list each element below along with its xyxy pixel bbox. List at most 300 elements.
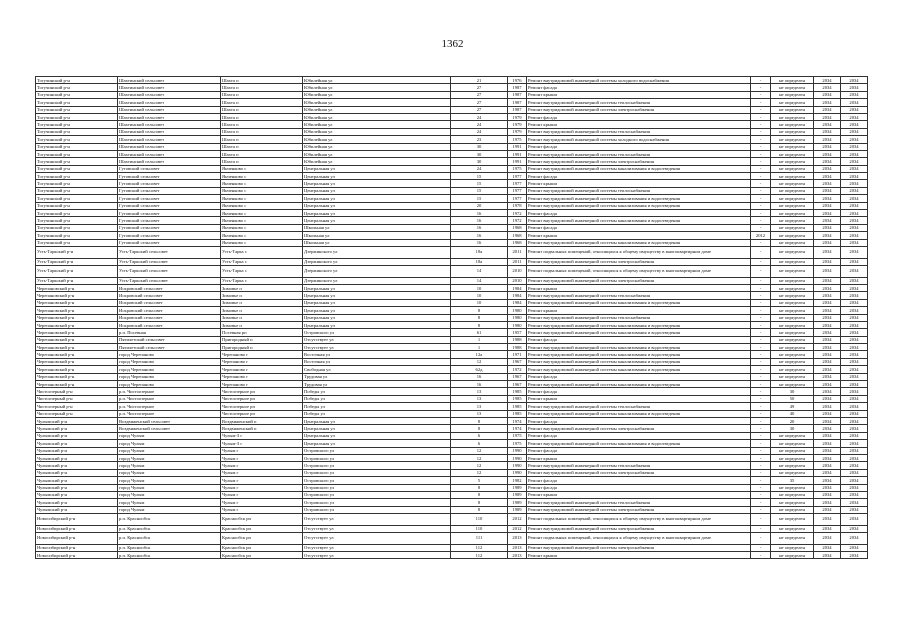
last-repair-year-cell: - [751,128,771,135]
settlement-cell: Посевная рп [221,329,303,336]
table-row [36,158,868,165]
cost-cell: не определен [771,299,814,306]
work-type-cell: Ремонт внутридомовой инженерной системы теплоснабжения [527,499,751,506]
house-number-cell: 30 [451,158,508,165]
district-cell: Чулымский р-н [36,469,118,476]
settlement-cell: Шахта п [221,106,303,113]
work-type-cell: Ремонт внутридомовой инженерной системы канализования и водоотведения [527,299,751,306]
last-repair-year-cell: - [751,180,771,187]
plan-start-year-cell: 2034 [814,232,841,239]
plan-end-year-cell: 2034 [841,180,868,187]
house-number-cell: 12 [451,447,508,454]
work-type-cell: Ремонт внутридомовой инженерной системы электроснабжения [527,506,751,513]
municipality-cell: Шахтинский сельсовет [118,113,221,120]
work-type-cell: Ремонт фасада [527,210,751,217]
district-cell: Чулымский р-н [36,432,118,439]
street-cell: Островского ул [303,329,451,336]
street-cell: Юбилейная ул [303,158,451,165]
last-repair-year-cell: - [751,544,771,551]
table-row [36,232,868,239]
last-repair-year-cell: - [751,224,771,231]
build-year-cell: 1972 [508,217,527,224]
table-row [36,84,868,91]
build-year-cell: 1980 [508,307,527,314]
last-repair-year-cell: - [751,381,771,388]
table-row [36,351,868,358]
house-number-cell: 8 [451,321,508,328]
work-type-cell: Ремонт внутридомовой инженерной системы электроснабжения [527,258,751,265]
plan-start-year-cell: 2034 [814,432,841,439]
cost-cell: не определен [771,84,814,91]
cost-cell: не определен [771,381,814,388]
plan-start-year-cell: 2034 [814,143,841,150]
cost-cell: не определен [771,277,814,284]
settlement-cell: Усть-Тарка с [221,246,303,258]
build-year-cell: 2013 [508,544,527,551]
street-cell: Юбилейная ул [303,128,451,135]
work-type-cell: Ремонт внутридомовой инженерной системы электроснабжения [527,158,751,165]
build-year-cell: 1967 [508,381,527,388]
build-year-cell: 1976 [508,77,527,84]
last-repair-year-cell: - [751,366,771,373]
plan-start-year-cell: 2034 [814,525,841,532]
district-cell: Усть-Таркский р-н [36,246,118,258]
cost-cell: не определен [771,128,814,135]
street-cell: Юбилейная ул [303,99,451,106]
plan-end-year-cell: 2034 [841,128,868,135]
settlement-cell: Черепаново г [221,358,303,365]
street-cell: Отсутствует ул [303,552,451,559]
street-cell: Центральная ул [303,165,451,172]
district-cell: Тогучинский р-н [36,143,118,150]
settlement-cell: Шахта п [221,84,303,91]
plan-end-year-cell: 2034 [841,258,868,265]
municipality-cell: Шахтинский сельсовет [118,136,221,143]
last-repair-year-cell: - [751,143,771,150]
plan-end-year-cell: 2034 [841,469,868,476]
district-cell: Тогучинский р-н [36,224,118,231]
last-repair-year-cell: - [751,344,771,351]
build-year-cell: 1989 [508,506,527,513]
district-cell: Чулымский р-н [36,447,118,454]
build-year-cell: 1972 [508,210,527,217]
street-cell: Центральная ул [303,417,451,424]
settlement-cell: Пригородный п [221,344,303,351]
plan-start-year-cell: 2034 [814,462,841,469]
municipality-cell: р.п. Чистоозерное [118,388,221,395]
plan-start-year-cell: 2034 [814,410,841,417]
work-type-cell: Ремонт фасада [527,447,751,454]
table-row [36,143,868,150]
plan-end-year-cell: 2034 [841,499,868,506]
last-repair-year-cell: - [751,469,771,476]
settlement-cell: Шахта п [221,150,303,157]
work-type-cell: Ремонт внутридомовой инженерной системы теплоснабжения [527,403,751,410]
settlement-cell: Зимовье п [221,307,303,314]
street-cell: Победы ул [303,395,451,402]
plan-start-year-cell: 2034 [814,265,841,277]
table-row [36,99,868,106]
cost-cell: не определен [771,173,814,180]
table-row [36,329,868,336]
street-cell: Юбилейная ул [303,77,451,84]
table-row [36,246,868,258]
settlement-cell: Янченково с [221,187,303,194]
settlement-cell: Воздвиженский п [221,425,303,432]
last-repair-year-cell: - [751,321,771,328]
plan-start-year-cell: 2034 [814,307,841,314]
district-cell: Тогучинский р-н [36,165,118,172]
house-number-cell: 21 [451,77,508,84]
district-cell: Тогучинский р-н [36,180,118,187]
work-type-cell: Ремонт внутридомовой инженерной системы канализования и водоотведения [527,366,751,373]
table-row [36,258,868,265]
build-year-cell: 1971 [508,351,527,358]
build-year-cell: 1968 [508,239,527,246]
cost-cell: не определен [771,292,814,299]
settlement-cell: Янченково с [221,239,303,246]
work-type-cell: Ремонт фасада [527,224,751,231]
last-repair-year-cell: - [751,440,771,447]
build-year-cell: 1989 [508,499,527,506]
plan-start-year-cell: 2034 [814,506,841,513]
plan-start-year-cell: 2034 [814,99,841,106]
district-cell: Чулымский р-н [36,425,118,432]
build-year-cell: 2010 [508,277,527,284]
table-row [36,440,868,447]
last-repair-year-cell: - [751,506,771,513]
table-row [36,314,868,321]
settlement-cell: Шахта п [221,91,303,98]
district-cell: Черепановский р-н [36,284,118,291]
house-number-cell: 110 [451,514,508,526]
table-row [36,395,868,402]
street-cell: Центральная ул [303,180,451,187]
municipality-cell: Шахтинский сельсовет [118,121,221,128]
plan-end-year-cell: 2034 [841,136,868,143]
work-type-cell: Ремонт фасада [527,173,751,180]
house-number-cell: 13 [451,395,508,402]
settlement-cell: Шахта п [221,121,303,128]
cost-cell: 50 [771,395,814,402]
work-type-cell: Ремонт подвальных помещений, относящихся к общему имуществу в многоквартирном доме [527,265,751,277]
municipality-cell: Гутовский сельсовет [118,217,221,224]
settlement-cell: Янченково с [221,224,303,231]
district-cell: Новосибирский р-н [36,533,118,545]
municipality-cell: Гутовский сельсовет [118,173,221,180]
plan-start-year-cell: 2034 [814,128,841,135]
build-year-cell: 1980 [508,321,527,328]
municipality-cell: город Чулым [118,447,221,454]
table-row [36,321,868,328]
district-cell: Чулымский р-н [36,417,118,424]
work-type-cell: Ремонт внутридомовой инженерной системы канализования и водоотведения [527,202,751,209]
last-repair-year-cell: - [751,246,771,258]
build-year-cell: 1977 [508,195,527,202]
street-cell: Юбилейная ул [303,136,451,143]
build-year-cell: 2011 [508,246,527,258]
house-number-cell: 62д [451,366,508,373]
plan-start-year-cell: 2034 [814,246,841,258]
table-row [36,381,868,388]
plan-end-year-cell: 2034 [841,447,868,454]
plan-start-year-cell: 2034 [814,552,841,559]
cost-cell: 40 [771,410,814,417]
street-cell: Юбилейная ул [303,106,451,113]
table-row [36,307,868,314]
table-row [36,239,868,246]
district-cell: Новосибирский р-н [36,514,118,526]
last-repair-year-cell: - [751,210,771,217]
table-row [36,454,868,461]
cost-cell: не определен [771,217,814,224]
plan-end-year-cell: 2034 [841,552,868,559]
street-cell: Юбилейная ул [303,113,451,120]
settlement-cell: Черепаново г [221,373,303,380]
plan-end-year-cell: 2034 [841,329,868,336]
page-number: 1362 [441,38,464,50]
district-cell: Черепановский р-н [36,358,118,365]
house-number-cell: 16 [451,224,508,231]
district-cell: Чулымский р-н [36,506,118,513]
municipality-cell: Усть-Таркский сельсовет [118,265,221,277]
plan-start-year-cell: 2034 [814,329,841,336]
build-year-cell: 1984 [508,292,527,299]
plan-start-year-cell: 2034 [814,447,841,454]
district-cell: Усть-Таркский р-н [36,265,118,277]
plan-start-year-cell: 2034 [814,217,841,224]
cost-cell: не определен [771,440,814,447]
municipality-cell: р.п. Чистоозерное [118,410,221,417]
plan-end-year-cell: 2034 [841,143,868,150]
street-cell: Дзержинского ул [303,258,451,265]
municipality-cell: Гутовский сельсовет [118,239,221,246]
house-number-cell: 10 [451,299,508,306]
settlement-cell: Краснообск рп [221,514,303,526]
cost-cell: не определен [771,202,814,209]
cost-cell: не определен [771,533,814,545]
municipality-cell: город Чулым [118,477,221,484]
street-cell: Трудовая ул [303,381,451,388]
build-year-cell: 2013 [508,552,527,559]
municipality-cell: Искровский сельсовет [118,292,221,299]
settlement-cell: Янченково с [221,217,303,224]
house-number-cell: 12 [451,358,508,365]
plan-start-year-cell: 2034 [814,514,841,526]
settlement-cell: Шахта п [221,158,303,165]
plan-start-year-cell: 2034 [814,469,841,476]
street-cell: Центральная ул [303,202,451,209]
district-cell: Тогучинский р-н [36,84,118,91]
settlement-cell: Чулым г [221,506,303,513]
settlement-cell: Шахта п [221,113,303,120]
cost-cell: не определен [771,150,814,157]
plan-end-year-cell: 2034 [841,425,868,432]
plan-end-year-cell: 2034 [841,84,868,91]
plan-start-year-cell: 2034 [814,210,841,217]
street-cell: Юбилейная ул [303,121,451,128]
plan-start-year-cell: 2034 [814,499,841,506]
capital-repair-table [35,76,868,559]
house-number-cell: 24 [451,128,508,135]
build-year-cell: 1988 [508,344,527,351]
district-cell: Чистоозерный р-н [36,410,118,417]
last-repair-year-cell: - [751,395,771,402]
last-repair-year-cell: - [751,462,771,469]
cost-cell: не определен [771,351,814,358]
municipality-cell: город Чулым [118,440,221,447]
work-type-cell: Ремонт внутридомовой инженерной системы канализования и водоотведения [527,351,751,358]
plan-end-year-cell: 2034 [841,307,868,314]
cost-cell: не определен [771,246,814,258]
cost-cell: не определен [771,499,814,506]
municipality-cell: р.п. Краснообск [118,552,221,559]
municipality-cell: город Чулым [118,491,221,498]
plan-end-year-cell: 2034 [841,292,868,299]
house-number-cell: 27 [451,99,508,106]
house-number-cell: 8 [451,484,508,491]
district-cell: Чулымский р-н [36,499,118,506]
district-cell: Черепановский р-н [36,299,118,306]
build-year-cell: 1985 [508,410,527,417]
work-type-cell: Ремонт внутридомовой инженерной системы электроснабжения [527,544,751,551]
plan-end-year-cell: 2034 [841,121,868,128]
work-type-cell: Ремонт фасада [527,336,751,343]
municipality-cell: р.п. Чистоозерное [118,403,221,410]
settlement-cell: Зимовье п [221,284,303,291]
plan-start-year-cell: 2034 [814,351,841,358]
work-type-cell: Ремонт внутридомовой инженерной системы канализования и водоотведения [527,217,751,224]
street-cell: Отсутствует ул [303,336,451,343]
municipality-cell: город Чулым [118,506,221,513]
house-number-cell: 14 [451,265,508,277]
build-year-cell: 1984 [508,299,527,306]
plan-start-year-cell: 2034 [814,258,841,265]
plan-end-year-cell: 2034 [841,299,868,306]
table-row [36,210,868,217]
settlement-cell: Чистоозерное рп [221,395,303,402]
municipality-cell: Пятилетский сельсовет [118,344,221,351]
settlement-cell: Усть-Тарка с [221,277,303,284]
municipality-cell: Шахтинский сельсовет [118,143,221,150]
cost-cell: не определен [771,165,814,172]
district-cell: Черепановский р-н [36,292,118,299]
work-type-cell: Ремонт внутридомовой инженерной системы канализования и водоотведения [527,344,751,351]
last-repair-year-cell: - [751,329,771,336]
house-number-cell: 15 [451,195,508,202]
house-number-cell: 24 [451,113,508,120]
work-type-cell: Ремонт внутридомовой инженерной системы канализования и водоотведения [527,321,751,328]
settlement-cell: Зимовье п [221,314,303,321]
plan-start-year-cell: 2034 [814,403,841,410]
municipality-cell: Гутовский сельсовет [118,165,221,172]
last-repair-year-cell: - [751,358,771,365]
work-type-cell: Ремонт крыши [527,121,751,128]
cost-cell: не определен [771,158,814,165]
work-type-cell: Ремонт фасада [527,484,751,491]
municipality-cell: Пятилетский сельсовет [118,336,221,343]
house-number-cell: 12 [451,454,508,461]
house-number-cell: 8 [451,314,508,321]
work-type-cell: Ремонт внутридомовой инженерной системы теплоснабжения [527,462,751,469]
plan-end-year-cell: 2034 [841,321,868,328]
plan-end-year-cell: 2034 [841,277,868,284]
municipality-cell: Шахтинский сельсовет [118,91,221,98]
work-type-cell: Ремонт внутридомовой инженерной системы канализования и водоотведения [527,358,751,365]
table-row [36,366,868,373]
work-type-cell: Ремонт внутридомовой инженерной системы канализования и водоотведения [527,165,751,172]
plan-start-year-cell: 2034 [814,299,841,306]
plan-start-year-cell: 2034 [814,136,841,143]
municipality-cell: Усть-Таркский сельсовет [118,246,221,258]
table-row [36,552,868,559]
street-cell: Центральная ул [303,440,451,447]
plan-end-year-cell: 2034 [841,239,868,246]
street-cell: Центральная ул [303,307,451,314]
cost-cell: не определен [771,344,814,351]
settlement-cell: Чулым г [221,477,303,484]
plan-start-year-cell: 2034 [814,440,841,447]
table-row [36,477,868,484]
build-year-cell: 1982 [508,477,527,484]
last-repair-year-cell: - [751,158,771,165]
cost-cell: не определен [771,113,814,120]
cost-cell: не определен [771,224,814,231]
street-cell: Центральная ул [303,321,451,328]
plan-start-year-cell: 2034 [814,477,841,484]
house-number-cell: 18а [451,258,508,265]
table-row [36,299,868,306]
district-cell: Черепановский р-н [36,321,118,328]
cost-cell: не определен [771,462,814,469]
plan-start-year-cell: 2034 [814,373,841,380]
municipality-cell: город Черепаново [118,358,221,365]
last-repair-year-cell: - [751,150,771,157]
work-type-cell: Ремонт внутридомовой инженерной системы электроснабжения [527,425,751,432]
cost-cell: не определен [771,314,814,321]
settlement-cell: Янченково с [221,165,303,172]
build-year-cell: 1987 [508,99,527,106]
last-repair-year-cell: - [751,484,771,491]
table-row [36,544,868,551]
work-type-cell: Ремонт внутридомовой инженерной системы холодного водоснабжения [527,77,751,84]
district-cell: Тогучинский р-н [36,136,118,143]
street-cell: Победы ул [303,410,451,417]
street-cell: Островского ул [303,469,451,476]
house-number-cell: 15 [451,187,508,194]
street-cell: Восточная ул [303,351,451,358]
table-row [36,136,868,143]
build-year-cell: 1990 [508,462,527,469]
plan-end-year-cell: 2034 [841,395,868,402]
plan-end-year-cell: 2034 [841,533,868,545]
table-row [36,447,868,454]
cost-cell: не определен [771,484,814,491]
build-year-cell: 1975 [508,440,527,447]
last-repair-year-cell: - [751,292,771,299]
plan-end-year-cell: 2034 [841,358,868,365]
work-type-cell: Ремонт внутридомовой инженерной системы теплоснабжения [527,128,751,135]
plan-start-year-cell: 2034 [814,314,841,321]
last-repair-year-cell: - [751,351,771,358]
settlement-cell: Черепаново г [221,366,303,373]
cost-cell: не определен [771,491,814,498]
last-repair-year-cell: - [751,499,771,506]
house-number-cell: 12 [451,469,508,476]
last-repair-year-cell: - [751,514,771,526]
plan-end-year-cell: 2034 [841,544,868,551]
work-type-cell: Ремонт внутридомовой инженерной системы канализования и водоотведения [527,440,751,447]
